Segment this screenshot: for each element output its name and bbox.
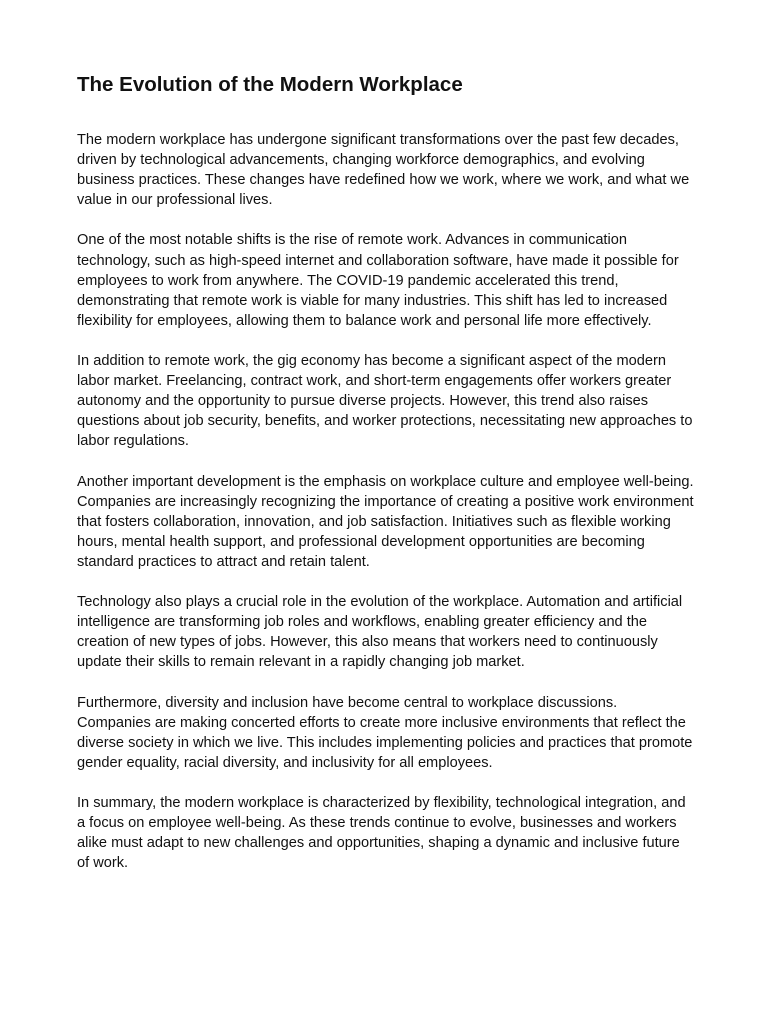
- paragraph-workplace-culture: Another important development is the emphasis on workplace culture and employee well-being. Companies are increasingly recognizing the importance of creating a positive work environment that fosters collaboration, innovation, and job satisfaction. Initiatives such as flexible working hours, mental health support, and professional development opportunities are becoming standard practices to attract and retain talent.: [77, 473, 694, 570]
- paragraph-gig-economy: In addition to remote work, the gig economy has become a significant aspect of the modern labor market. Freelancing, contract work, and short-term engagements offer workers greater autonomy and the opportunity to pursue diverse projects. However, this trend also raises questions about job security, benefits, and worker protections, necessitating new approaches to labor regulations.: [77, 353, 693, 450]
- paragraph-summary: In summary, the modern workplace is characterized by flexibility, technological integration, and a focus on employee well-being. As these trends continue to evolve, businesses and workers alike must adapt to new challenges and opportunities, shaping a dynamic and inclusive future of work.: [77, 795, 686, 872]
- document-title: The Evolution of the Modern Workplace: [77, 73, 463, 96]
- paragraph-diversity-inclusion: Furthermore, diversity and inclusion have become central to workplace discussions. Companies are making concerted efforts to create more inclusive environments that reflect the diverse society in which we live. This includes implementing policies and practices that promote gender equality, racial diversity, and inclusivity for all employees.: [77, 694, 693, 771]
- document-page: [77, 72, 695, 894]
- paragraph-intro: The modern workplace has undergone significant transformations over the past few decades, driven by technological advancements, changing workforce demographics, and evolving business practices. These changes have redefined how we work, where we work, and what we value in our professional lives.: [77, 132, 690, 209]
- paragraph-remote-work: One of the most notable shifts is the rise of remote work. Advances in communication technology, such as high-speed internet and collaboration software, have made it possible for employees to work from anywhere. The COVID-19 pandemic accelerated this trend, demonstrating that remote work is viable for many industries. This shift has led to increased flexibility for employees, allowing them to balance work and personal life more effectively.: [77, 232, 679, 329]
- paragraph-technology: Technology also plays a crucial role in the evolution of the workplace. Automation and artificial intelligence are transforming job roles and workflows, enabling greater efficiency and the creation of new types of jobs. However, this also means that workers need to continuously update their skills to remain relevant in a rapidly changing job market.: [77, 594, 683, 671]
